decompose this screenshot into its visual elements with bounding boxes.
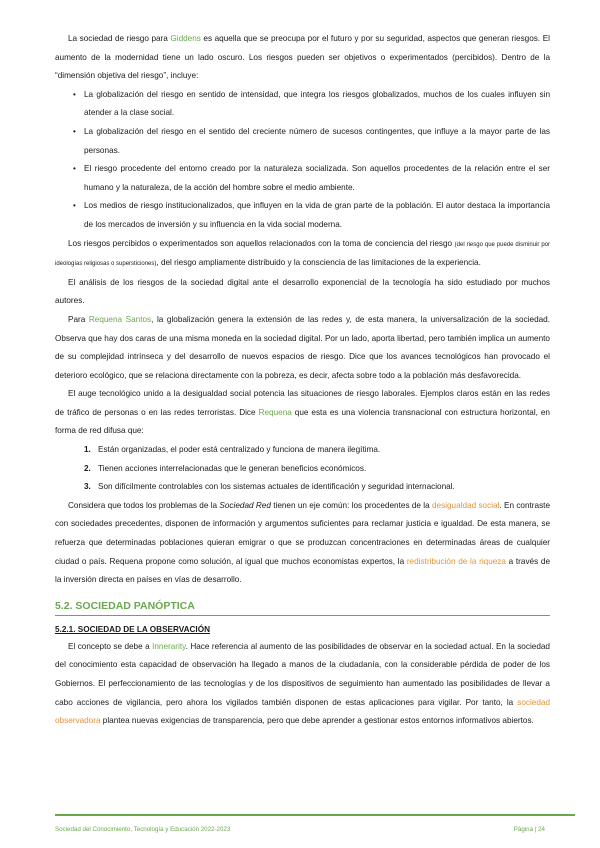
list-item-text: Están organizadas, el poder está centralizado y funciona de manera ilegítima. (98, 445, 381, 455)
paragraph-perceived-risks (55, 235, 550, 274)
list-item (84, 441, 550, 460)
paragraph-innerarity (55, 638, 550, 731)
text-run: es aquella que se preocupa por el futuro y por su seguridad, aspectos que generan riesgos. El aumento de la modernidad tiene un lado oscuro. Los riesgos pueden ser objetivos o experimentados (percibidos). Dentro de la “dimensión objetiva del riesgo”, incluye: (55, 34, 550, 81)
list-item (73, 160, 550, 197)
text-run: Considera que todos los problemas de la (68, 500, 220, 510)
text-run: Los riesgos percibidos o experimentados son aquellos relacionados con la toma de conciencia del riesgo (68, 238, 455, 248)
bullet-icon: • (73, 164, 76, 174)
author-name-requena: Requena (258, 407, 292, 417)
small-note: (del riesgo que puede disminuir por ideologías religiosas o supersticiones) (55, 241, 551, 268)
paragraph-network-society (55, 497, 550, 590)
bullet-icon: • (73, 89, 76, 99)
text-run: . Hace referencia al aumento de las posibilidades de observar en la sociedad actual. En la sociedad del conocimiento esta capacidad de observación ha llegado a manos de la ciudadanía, con la considerable pérdida de poder de los Gobiernos. El perfeccionamiento de las tecnologías y de los dispositivos de seguimiento han aumentado las posibilidades de llevar a cabo acciones de vigilancia, pero ahora los vigilados también disponen de estas aplicaciones para vigilar. Por tanto, la (55, 641, 550, 707)
text-run: , la globalización genera la extensión de las redes y, de esta manera, la universalización de la sociedad. Observa que hay dos caras de una misma moneda en la sociedad digital. Por un lado, aporta libertad, pero también implica un aumento de su complejidad intrínseca y del desarrollo de nuevos espacios de riesgo. Dice que los avances tecnológicos han provocado el deterioro ecológico, que se relaciona directamente con la pobreza, es decir, afecta sobre todo a la población más desfavorecida. (55, 314, 551, 380)
paragraph-analysis: El análisis de los riesgos de la sociedad digital ante el desarrollo exponencial de la tecnología ha sido estudiado por muchos autores. (55, 277, 550, 306)
italic-term: Sociedad Red (219, 500, 271, 510)
text-run: plantea nuevas exigencias de transparencia, pero que debe aprender a gestionar estos entornos informativos abiertos. (100, 716, 534, 726)
footer-course-title: Sociedad del Conocimiento, Tecnología y Educación 2022-2023 (55, 826, 231, 833)
risk-dimension-list (55, 86, 550, 235)
subsection-heading: 5.2.1. SOCIEDAD DE LA OBSERVACIÓN (55, 624, 210, 634)
list-item (73, 123, 550, 160)
paragraph-giddens (55, 30, 550, 86)
paragraph-tech-boom (55, 385, 550, 441)
author-name-giddens: Giddens (170, 34, 201, 43)
text-run: tienen un eje común: los procedentes de la (270, 500, 432, 510)
list-item-text: Los medios de riesgo institucionalizados, que influyen en la vida de gran parte de la población. El autor destaca la importancia de los mercados de inversión y su influencia en la vida social moderna. (84, 201, 550, 229)
text-run: El concepto se debe a (68, 641, 153, 651)
bullet-icon: • (73, 126, 76, 136)
text-run: . En contraste con sociedades precedentes, disponen de información y argumentos suficientes para reclamar justicia e igualdad. De esta manera, se refuerza que determinadas poblaciones quieran emigrar o que se produzcan concentraciones en determinadas áreas de cualquier ciudad o país. Requena propone como solución, al igual que muchos economistas expertos, la (55, 500, 551, 566)
list-number: 2. (84, 463, 91, 473)
list-item (84, 460, 550, 479)
text-run: Para (68, 314, 89, 324)
section-heading: 5.2. SOCIEDAD PANÓPTICA (55, 598, 550, 616)
author-name-innerarity: Innerarity (152, 641, 186, 651)
network-traits-list (55, 441, 550, 497)
list-item (73, 86, 550, 123)
list-item-text: Son difícilmente controlables con los sistemas actuales de identificación y seguridad internacional. (98, 482, 455, 492)
paragraph-requena-santos (55, 311, 550, 385)
text-run: que esta es una violencia transnacional con estructura horizontal, en forma de red difusa que: (55, 407, 550, 436)
list-item-text: Tienen acciones interrelacionadas que le generan beneficios económicos. (98, 463, 367, 473)
author-name-requena-santos: Requena Santos (88, 314, 152, 324)
text-run: , del riesgo ampliamente distribuido y la consciencia de las limitaciones de la experiencia. (156, 258, 481, 268)
footer-page-number: Página | 24 (513, 826, 545, 833)
footer-divider (55, 814, 575, 816)
list-item (84, 478, 550, 497)
text-run: La sociedad de riesgo para (68, 34, 171, 43)
list-item-text: El riesgo procedente del entorno creado por la naturaleza socializada. Son aquellos procedentes de la relación entre el ser humano y la naturaleza, de la acción del hombre sobre el medio ambiente. (84, 164, 550, 192)
list-item-text: La globalización del riesgo en el sentido del creciente número de sucesos contingentes, que influye a la mayor parte de las personas. (84, 126, 550, 155)
list-number: 1. (84, 445, 91, 455)
highlight-term: redistribución de la riqueza (406, 556, 506, 566)
highlight-term: desigualdad social (431, 500, 500, 510)
list-item (73, 197, 550, 234)
text-run: a través de la inversión directa en países en vías de desarrollo. (55, 556, 551, 585)
list-item-text: La globalización del riesgo en sentido de intensidad, que integra los riesgos globalizados, muchos de los cuales influyen sin atender a la clase social. (84, 89, 550, 118)
list-number: 3. (84, 482, 91, 492)
bullet-icon: • (73, 201, 76, 211)
page-body (55, 30, 550, 731)
text-run: El auge tecnológico unido a la desigualdad social potencia las situaciones de riesgo laborales. Ejemplos claros están en las redes de tráfico de personas o en las redes terroristas. Dice (55, 389, 550, 417)
highlight-term: sociedad observadora (55, 697, 550, 726)
